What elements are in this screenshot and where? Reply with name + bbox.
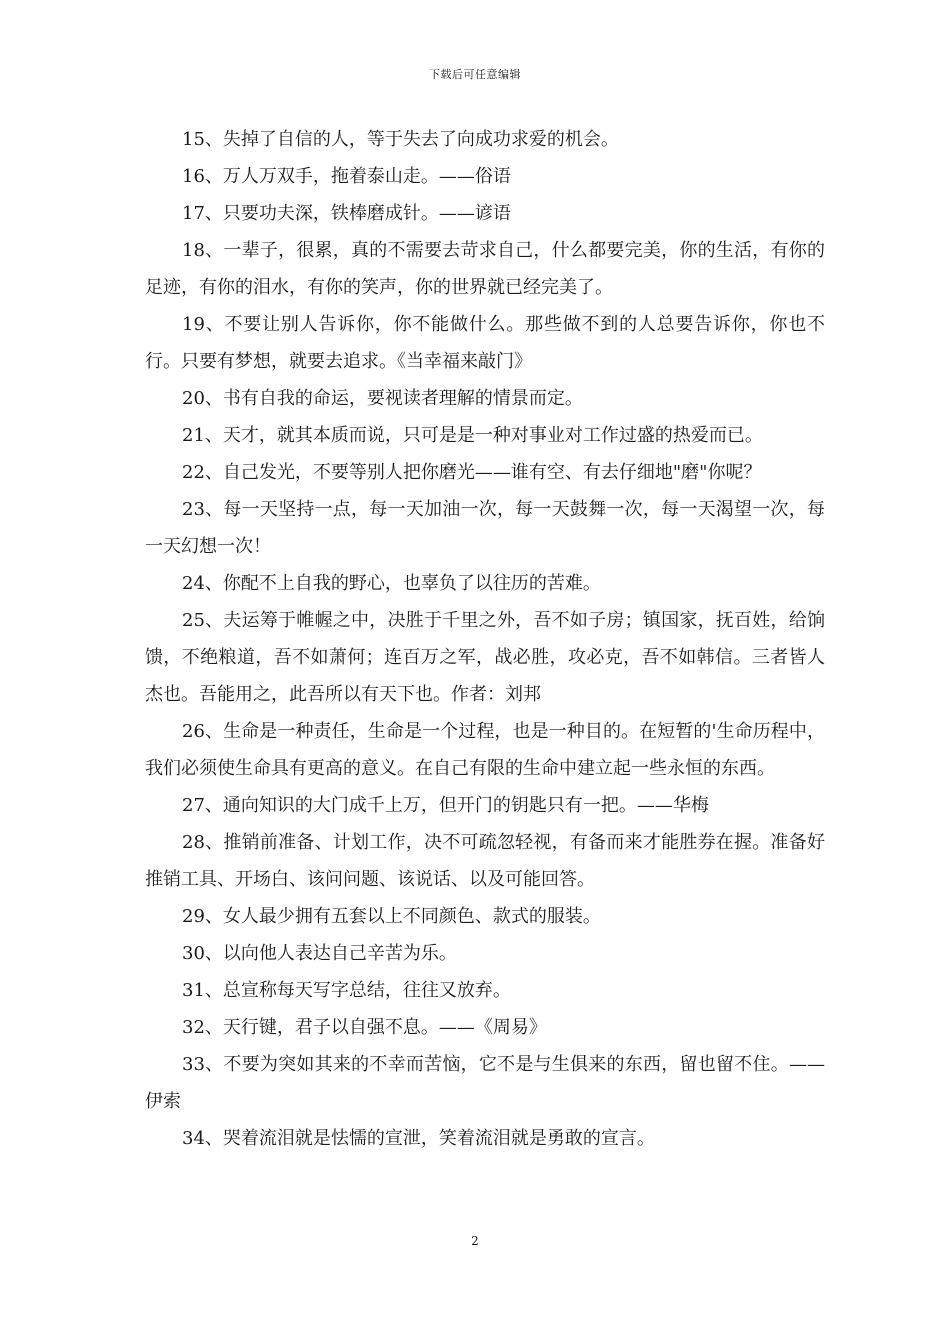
quote-paragraph: 33、不要为突如其来的不幸而苦恼，它不是与生俱来的东西，留也留不住。——伊索 xyxy=(145,1054,825,1112)
quote-paragraph: 16、万人万双手，拖着泰山走。——俗语 xyxy=(182,166,511,187)
page-header: 下载后可任意编辑 xyxy=(429,68,521,81)
quote-paragraph: 25、夫运筹于帷幄之中，决胜于千里之外，吾不如子房；镇国家，抚百姓，给饷馈，不绝粮道，吾不如萧何；连百万之军，战必胜，攻必克，吾不如韩信。三者皆人杰也。吾能用之，此吾所以有天下也。作者：刘邦 xyxy=(145,610,825,705)
quote-paragraph: 19、不要让别人告诉你，你不能做什么。那些做不到的人总要告诉你，你也不行。只要有梦想，就要去追求。《当幸福来敲门》 xyxy=(145,314,825,372)
quote-paragraph: 28、推销前准备、计划工作，决不可疏忽轻视，有备而来才能胜券在握。准备好推销工具、开场白、该问问题、该说话、以及可能回答。 xyxy=(145,832,825,890)
quote-paragraph: 22、自己发光，不要等别人把你磨光——谁有空、有去仔细地"磨"你呢？ xyxy=(182,462,762,483)
quote-paragraph: 24、你配不上自我的野心，也辜负了以往历的苦难。 xyxy=(182,573,601,594)
quote-paragraph: 31、总宣称每天写字总结，往往又放弃。 xyxy=(182,980,511,1001)
quote-paragraph: 30、以向他人表达自己辛苦为乐。 xyxy=(182,943,457,964)
quote-paragraph: 34、哭着流泪就是怯懦的宣泄，笑着流泪就是勇敢的宣言。 xyxy=(182,1128,655,1149)
quote-paragraph: 21、天才，就其本质而说，只可是是一种对事业对工作过盛的热爱而已。 xyxy=(182,425,763,446)
quote-paragraph: 15、失掉了自信的人，等于失去了向成功求爱的机会。 xyxy=(182,129,619,150)
quote-paragraph: 17、只要功夫深，铁棒磨成针。——谚语 xyxy=(182,203,511,224)
quote-paragraph: 32、天行键，君子以自强不息。——《周易》 xyxy=(182,1017,547,1038)
quote-paragraph: 26、生命是一种责任，生命是一个过程，也是一种目的。在短暂的'生命历程中，我们必须使生命具有更高的意义。在自己有限的生命中建立起一些永恒的东西。 xyxy=(145,721,825,779)
quote-paragraph: 18、一辈子，很累，真的不需要去苛求自己，什么都要完美，你的生活，有你的足迹，有你的泪水，有你的笑声，你的世界就已经完美了。 xyxy=(145,240,825,298)
quote-paragraph: 20、书有自我的命运，要视读者理解的情景而定。 xyxy=(182,388,583,409)
quote-paragraph: 23、每一天坚持一点，每一天加油一次，每一天鼓舞一次，每一天渴望一次，每一天幻想一次！ xyxy=(145,499,825,557)
page-number: 2 xyxy=(471,1234,479,1248)
document-body xyxy=(145,121,825,1157)
quote-paragraph: 29、女人最少拥有五套以上不同颜色、款式的服装。 xyxy=(182,906,601,927)
quote-paragraph: 27、通向知识的大门成千上万，但开门的钥匙只有一把。——华梅 xyxy=(182,795,709,816)
